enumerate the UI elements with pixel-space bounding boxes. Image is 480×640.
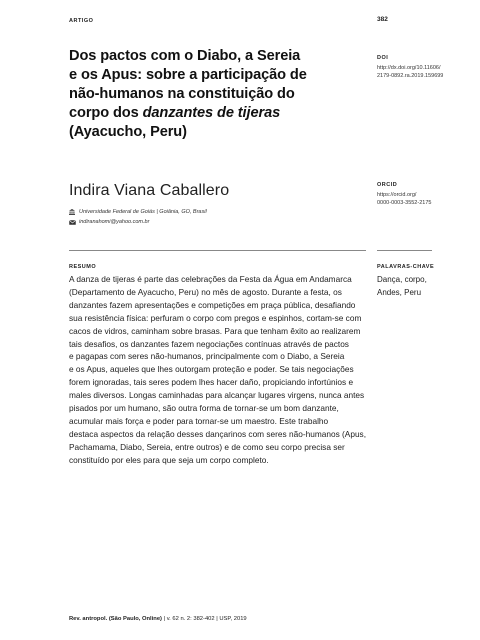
keywords-list <box>377 273 427 299</box>
orcid-label: ORCID <box>377 182 398 188</box>
title-line: Dos pactos com o Diabo, a Sereia <box>69 48 301 64</box>
orcid-block <box>377 182 431 207</box>
abstract-label: RESUMO <box>69 264 97 270</box>
abstract-line: danzantes fazem apresentações e competições em praça pública, desafiando <box>69 299 356 310</box>
article-title <box>69 47 359 142</box>
abstract-line: constituído por eles para que seja um corpo completo. <box>69 454 269 465</box>
abstract-line: A danza de tijeras é parte das celebrações da Festa da Água em Andamarca <box>69 274 352 284</box>
abstract-line: acumular mais força e poder para tornar-se um maestro. Este trabalho <box>69 415 329 426</box>
keywords-line: Dança, corpo, <box>377 275 427 284</box>
doi-line: 2179-0892.ra.2019.159699 <box>377 73 444 79</box>
section-label: ARTIGO <box>69 18 94 24</box>
abstract-line: e pagapas com seres não-humanos, principalmente com o Diabo, a Sereia <box>69 351 345 362</box>
doi-line: http://dx.doi.org/10.11606/ <box>377 65 441 71</box>
title-line: e os Apus: sobre a participação de <box>69 67 307 83</box>
abstract-text <box>69 273 366 467</box>
journal-details: | v. 62 n. 2: 382-402 | USP, 2019 <box>161 616 247 622</box>
affiliation-text: Universidade Federal de Goiás | Goiânia, GO, Brasil <box>79 209 207 215</box>
abstract-line: cacos de vidros, caminham sobre brasas. Para que tenham êxito ao realizarem <box>69 325 361 336</box>
orcid-line: https://orcid.org/ <box>377 192 417 198</box>
keywords-divider <box>377 250 432 251</box>
title-italic-term: danzantes de tijeras <box>142 105 281 121</box>
abstract-line: forem ignoradas, tais seres podem lhes hacer daño, propiciando infortúnios e <box>69 377 354 388</box>
abstract-line: males diversos. Longas caminhadas para alcançar lugares virgens, nunca antes <box>69 390 365 401</box>
envelope-icon <box>69 220 79 225</box>
title-line-text: corpo dos <box>69 105 143 121</box>
journal-footer <box>69 616 247 622</box>
abstract-line: destaca aspectos da relação desses dançarinos com seres não-humanos (Apus, <box>69 428 367 439</box>
page-number: 382 <box>377 16 388 23</box>
orcid-line: 0000-0003-3552-2175 <box>377 200 432 206</box>
keywords-line: Andes, Peru <box>377 288 422 297</box>
abstract-line: e os Apus, aqueles que lhes outorgam proteção e poder. Se tais negociações <box>69 364 354 375</box>
institution-icon <box>69 209 79 215</box>
abstract-line: sua resistência física: perfuram o corpo com pregos e espinhos, cortam-se com <box>69 312 362 323</box>
author-affiliation <box>69 209 207 215</box>
author-email <box>69 219 149 225</box>
title-line: (Ayacucho, Peru) <box>69 124 187 140</box>
doi-link[interactable] <box>377 64 443 80</box>
abstract-line: (Departamento de Ayacucho, Peru) no mês de agosto. Durante a festa, os <box>69 286 342 297</box>
email-link[interactable]: indiranahomi@yahoo.com.br <box>79 219 150 225</box>
title-line: não-humanos na constituição do <box>69 86 295 102</box>
abstract-line: tais desafios, os danzantes fazem negociações contínuas através de pactos <box>69 338 349 349</box>
keywords-label: PALAVRAS-CHAVE <box>377 264 435 270</box>
doi-block <box>377 55 443 80</box>
orcid-link[interactable] <box>377 191 431 207</box>
abstract-line: pisados por um humano, são outra forma de tornar-se um bom danzante, <box>69 403 339 414</box>
journal-name: Rev. antropol. (São Paulo, Online) <box>69 616 162 622</box>
abstract-divider <box>69 250 366 251</box>
doi-label: DOI <box>377 55 389 61</box>
abstract-line: Pachamama, Diabo, Sereia, entre outros) e de como seu corpo precisa ser <box>69 441 345 452</box>
title-line <box>69 104 359 123</box>
author-name: Indira Viana Caballero <box>69 182 230 199</box>
